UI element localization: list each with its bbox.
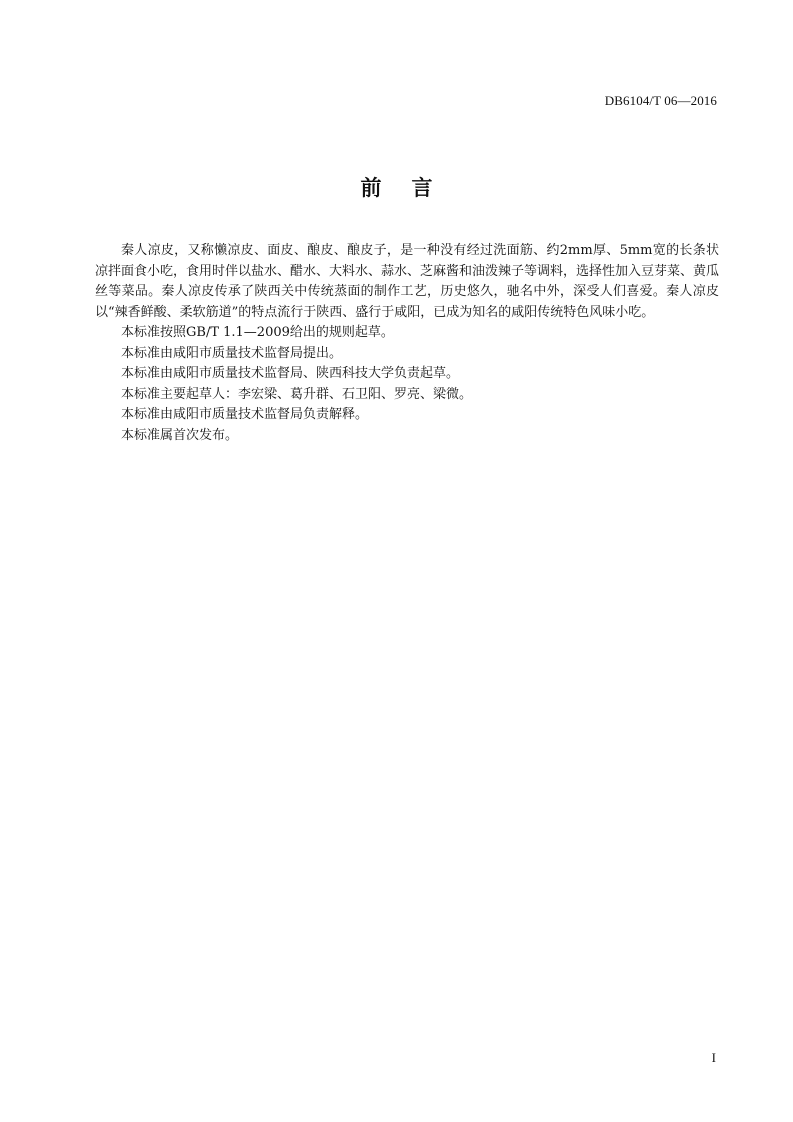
document-code: DB6104/T 06—2016: [604, 93, 717, 108]
page-number: I: [711, 1050, 716, 1065]
title-char-2: 言: [411, 176, 433, 200]
paragraph-drafters: 本标准主要起草人：李宏梁、葛升群、石卫阳、罗亮、梁微。: [121, 386, 473, 402]
paragraph-proposer: 本标准由咸阳市质量技术监督局提出。: [121, 345, 343, 361]
paragraph-intro: 秦人凉皮，又称懒凉皮、面皮、酿皮、酿皮子，是一种没有经过洗面筋、约2mm厚、5mm宽的长条状凉拌面食小吃，食用时伴以盐水、醋水、大料水、蒜水、芝麻酱和油泼辣子等调料，选择性加入豆芽菜、黄瓜丝等菜品。秦人凉皮传承了陕西关中传统蒸面的制作工艺，历史悠久，驰名中外，深受人们喜爱。秦人凉皮以“辣香鲜酸、柔软筋道”的特点流行于陕西、盛行于咸阳，已成为知名的咸阳传统特色风味小吃。: [95, 243, 720, 320]
foreword-body: [95, 241, 719, 446]
paragraph-interpretation: 本标准由咸阳市质量技术监督局负责解释。: [121, 407, 369, 422]
title-char-1: 前: [360, 176, 382, 200]
paragraph-drafting-rules: 本标准按照GB/T 1.1—2009给出的规则起草。: [121, 325, 394, 340]
paragraph-first-release: 本标准属首次发布。: [121, 427, 239, 443]
paragraph-drafting-units: 本标准由咸阳市质量技术监督局、陕西科技大学负责起草。: [121, 366, 460, 381]
page-title: [0, 172, 793, 202]
